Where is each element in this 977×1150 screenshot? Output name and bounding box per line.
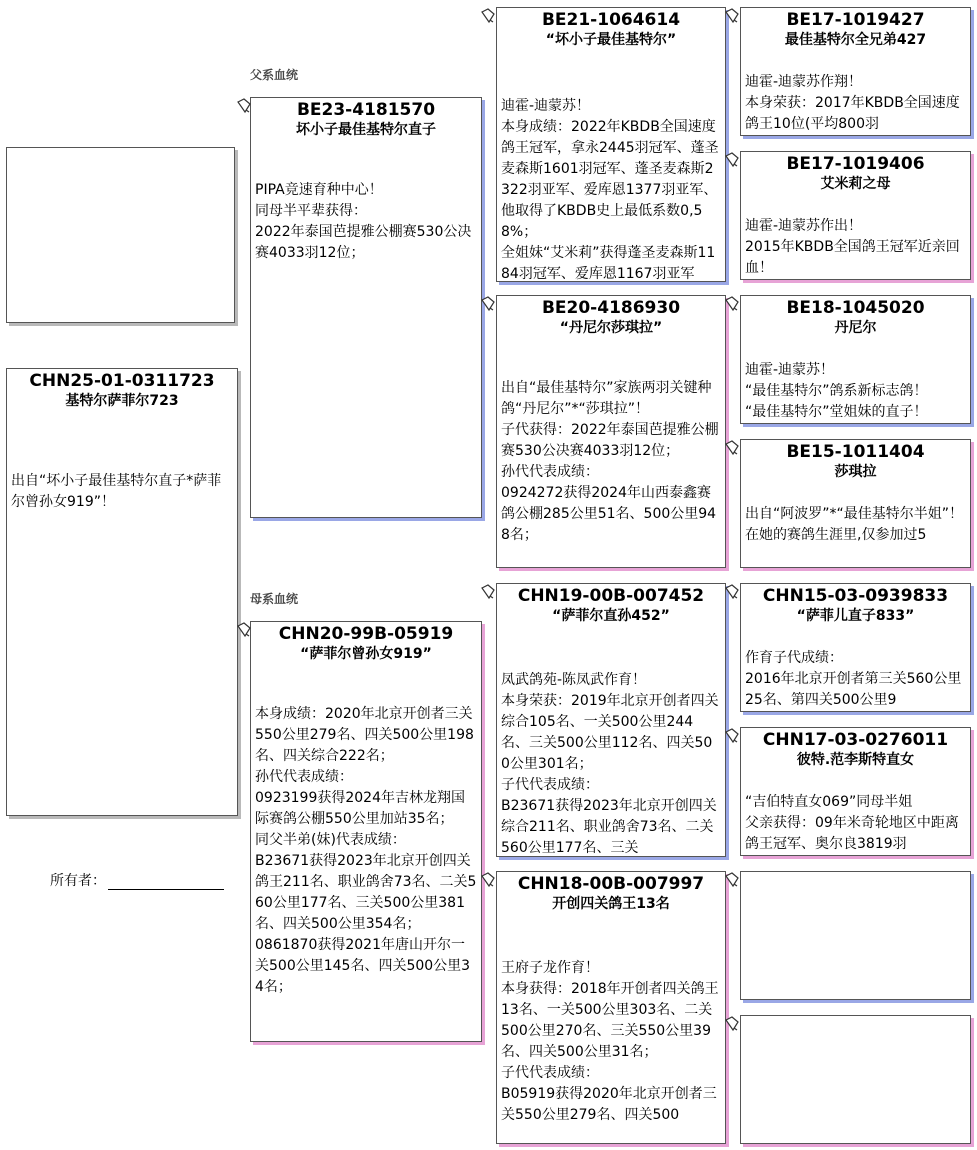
g3-3-description: 迪霍-迪蒙苏！ “最佳基特尔”鸽系新标志鸽！ “最佳基特尔”堂姐妹的直子！: [745, 362, 928, 420]
edit-icon[interactable]: [724, 1016, 740, 1032]
sire-ring-number: BE23-4181570: [296, 100, 436, 120]
subject-name: 基特尔萨菲尔723: [65, 393, 179, 409]
g3-3-name: 丹尼尔: [834, 320, 877, 336]
g3-6-name: 彼特.范李斯特直女: [796, 752, 915, 768]
owner-line: [108, 875, 224, 890]
dam-ring-number: CHN20-99B-05919: [278, 624, 454, 644]
dam-sire-description: 凤武鸽苑-陈凤武作育！ 本身荣获：2019年北京开创者四关综合105名、一关500公里244名、三关500公里112名、四关500公里301名； 子代代表成绩： B23671获得2023年北京开创四关综合211名、职业鸽舍73名、二关560公里177名、三关: [501, 672, 719, 856]
dam-dam-card[interactable]: [496, 871, 726, 1144]
sire-sire-name: “坏小子最佳基特尔”: [545, 32, 677, 48]
g3-4-ring-number: BE15-1011404: [786, 442, 925, 462]
dam-name: “萨菲尔曾孙女919”: [300, 646, 432, 662]
g3-card-3[interactable]: [740, 295, 971, 424]
sire-sire-ring-number: BE21-1064614: [541, 10, 681, 30]
sire-description: PIPA竞速育种中心！ 同母半平辈获得： 2022年泰国芭提雅公棚赛530公决赛4033羽12位；: [255, 182, 472, 261]
photo-placeholder: [6, 147, 235, 323]
g3-card-7-empty[interactable]: [740, 871, 971, 1000]
g3-2-name: 艾米莉之母: [820, 176, 891, 192]
g3-card-2[interactable]: [740, 151, 971, 280]
g3-5-description: 作育子代成绩： 2016年北京开创者第三关560公里25名、第四关500公里9: [745, 650, 962, 708]
edit-icon[interactable]: [236, 622, 252, 638]
g3-card-5[interactable]: [740, 583, 971, 712]
g3-card-6[interactable]: [740, 727, 971, 856]
subject-ring-number: CHN25-01-0311723: [29, 371, 215, 391]
sire-sire-card[interactable]: [496, 7, 726, 282]
owner-field: [50, 870, 224, 890]
dam-card[interactable]: [250, 621, 482, 1042]
edit-icon[interactable]: [236, 98, 252, 114]
g3-4-name: 莎琪拉: [834, 464, 877, 480]
edit-icon[interactable]: [724, 584, 740, 600]
edit-icon[interactable]: [724, 728, 740, 744]
g3-4-description: 出自“阿波罗”*“最佳基特尔半姐”！ 在她的赛鸽生涯里,仅参加过5: [745, 506, 964, 543]
edit-icon[interactable]: [480, 584, 496, 600]
edit-icon[interactable]: [724, 440, 740, 456]
g3-1-name: 最佳基特尔全兄弟427: [784, 32, 927, 48]
edit-icon[interactable]: [480, 8, 496, 24]
sire-dam-card[interactable]: [496, 295, 726, 568]
edit-icon[interactable]: [724, 296, 740, 312]
dam-sire-ring-number: CHN19-00B-007452: [517, 586, 705, 606]
sire-dam-ring-number: BE20-4186930: [541, 298, 681, 318]
dam-line-label: 母系血统: [250, 592, 299, 606]
g3-1-ring-number: BE17-1019427: [786, 10, 925, 30]
g3-card-8-empty[interactable]: [740, 1015, 971, 1144]
edit-icon[interactable]: [724, 872, 740, 888]
g3-5-name: “萨菲儿直子833”: [796, 608, 915, 624]
subject-card[interactable]: [6, 368, 238, 816]
g3-3-ring-number: BE18-1045020: [786, 298, 925, 318]
sire-dam-description: 出自“最佳基特尔”家族两羽关键种鸽“丹尼尔”*“莎琪拉”！ 子代获得：2022年泰国芭提雅公棚赛530公决赛4033羽12位； 孙代代表成绩： 0924272获得2024年山西泰鑫赛鸽公棚285公里51名、500公里948名；: [501, 380, 719, 543]
dam-description: 本身成绩：2020年北京开创者三关550公里279名、四关500公里198名、四关综合222名； 孙代代表成绩： 0923199获得2024年吉林龙翔国际赛鸽公棚550公里加站35名； 同父半弟(妹)代表成绩： B23671获得2023年北京开创四关鸽王211名、职业鸽舍73名、二关560公里177名、三关500公里381名、四关500公里354名； 0861870获得2021年唐山开尔一关500公里145名、四关500公里34名；: [255, 706, 477, 995]
g3-2-description: 迪霍-迪蒙苏作出！ 2015年KBDB全国鸽王冠军近亲回血！: [745, 218, 960, 276]
g3-1-description: 迪霍-迪蒙苏作翔！ 本身荣获：2017年KBDB全国速度鸽王10位(平均800羽: [745, 74, 960, 132]
dam-dam-name: 开创四关鸽王13名: [552, 896, 670, 912]
sire-name: 坏小子最佳基特尔直子: [296, 122, 436, 138]
g3-6-ring-number: CHN17-03-0276011: [762, 730, 949, 750]
dam-dam-description: 王府子龙作育！ 本身获得：2018年开创者四关鸽王13名、一关500公里303名、二关500公里270名、三关550公里39名、四关500公里31名； 子代代表成绩： B05919获得2020年北京开创者三关550公里279名、四关500: [501, 960, 719, 1123]
dam-sire-name: “萨菲尔直孙452”: [552, 608, 670, 624]
sire-line-label: 父系血统: [250, 68, 299, 82]
g3-card-4[interactable]: [740, 439, 971, 568]
dam-dam-ring-number: CHN18-00B-007997: [517, 874, 705, 894]
sire-sire-description: 迪霍-迪蒙苏！ 本身成绩：2022年KBDB全国速度鸽王冠军，拿永2445羽冠军、蓬圣麦森斯1601羽冠军、蓬圣麦森斯2322羽亚军、爱库恩1377羽亚军、他取得了KBDB史上最低系数0,58%； 全姐妹“艾米莉”获得蓬圣麦森斯1184羽冠军、爱库恩1167羽亚军: [501, 98, 719, 282]
subject-description: 出自“坏小子最佳基特尔直子*萨菲尔曾孙女919”！: [11, 473, 222, 510]
g3-5-ring-number: CHN15-03-0939833: [762, 586, 949, 606]
g3-2-ring-number: BE17-1019406: [786, 154, 925, 174]
edit-icon[interactable]: [724, 8, 740, 24]
sire-dam-name: “丹尼尔莎琪拉”: [559, 320, 663, 336]
edit-icon[interactable]: [724, 152, 740, 168]
sire-card[interactable]: [250, 97, 482, 518]
edit-icon[interactable]: [480, 296, 496, 312]
edit-icon[interactable]: [480, 872, 496, 888]
owner-label: 所有者：: [50, 873, 106, 889]
g3-card-1[interactable]: [740, 7, 971, 136]
g3-6-description: “吉伯特直女069”同母半姐 父亲获得：09年米奇轮地区中距离鸽王冠军、奥尔良3819羽: [745, 794, 959, 852]
dam-sire-card[interactable]: [496, 583, 726, 857]
